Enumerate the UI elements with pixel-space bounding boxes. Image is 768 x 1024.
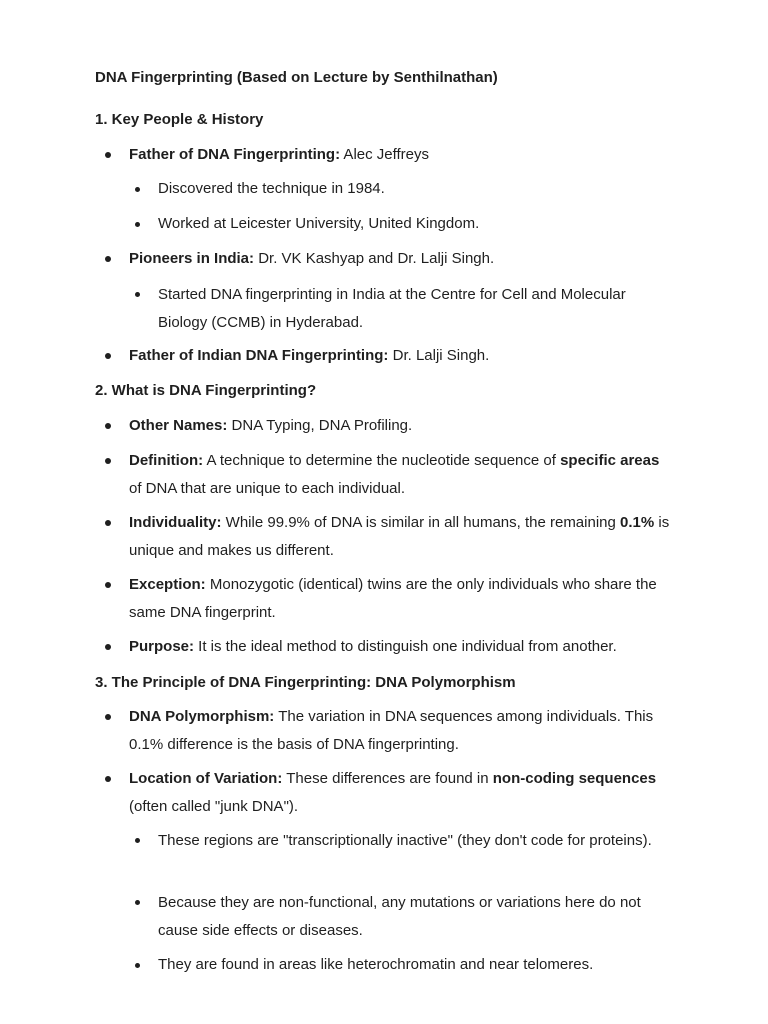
bullet-icon bbox=[105, 520, 111, 526]
list-item-transcription: These regions are "transcriptionally inactive" (they don't code for proteins). bbox=[158, 832, 652, 849]
item-text: Monozygotic (identical) twins are the only individuals who share the same DNA fingerprint. bbox=[129, 576, 657, 621]
item-label: Father of Indian DNA Fingerprinting: bbox=[129, 347, 389, 364]
item-text: of DNA that are unique to each individual. bbox=[129, 480, 406, 497]
item-emphasis: 0.1% bbox=[620, 514, 655, 531]
item-text: A technique to determine the nucleotide sequence of bbox=[203, 452, 561, 469]
item-label: Location of Variation: bbox=[129, 770, 283, 787]
bullet-icon bbox=[135, 963, 140, 968]
section-heading-what-is: 2. What is DNA Fingerprinting? bbox=[95, 382, 317, 399]
item-text: It is the ideal method to distinguish one individual from another. bbox=[194, 638, 617, 655]
list-item-ccmb: Started DNA fingerprinting in India at the Centre for Cell and Molecular Biology (CCMB) in Hyderabad. bbox=[158, 286, 626, 331]
item-label: Purpose: bbox=[129, 638, 195, 655]
bullet-icon bbox=[105, 256, 111, 262]
bullet-icon bbox=[105, 582, 111, 588]
bullet-icon bbox=[105, 714, 111, 720]
section-heading-key-people: 1. Key People & History bbox=[95, 111, 264, 128]
item-label: Other Names: bbox=[129, 417, 228, 434]
item-label: Exception: bbox=[129, 576, 206, 593]
list-item-polymorphism bbox=[129, 703, 674, 759]
bullet-icon bbox=[105, 423, 111, 429]
item-text: Alec Jeffreys bbox=[340, 146, 430, 163]
item-emphasis: specific areas bbox=[560, 452, 660, 469]
list-item-exception bbox=[129, 571, 674, 627]
item-label: DNA Polymorphism: bbox=[129, 708, 275, 725]
list-item-nonfunctional: Because they are non-functional, any mutations or variations here do not cause side effects or diseases. bbox=[158, 894, 641, 939]
item-text: (often called "junk DNA"). bbox=[129, 798, 299, 815]
item-text: is unique and makes us different. bbox=[129, 514, 670, 559]
list-item-father-india bbox=[129, 342, 674, 370]
list-item-other-names bbox=[129, 412, 674, 440]
item-text: The variation in DNA sequences among individuals. This 0.1% difference is the basis of DNA fingerprinting. bbox=[129, 708, 654, 753]
bullet-icon bbox=[135, 900, 140, 905]
bullet-icon bbox=[135, 187, 140, 192]
list-item-individuality bbox=[129, 509, 674, 565]
item-label: Pioneers in India: bbox=[129, 250, 255, 267]
list-item-heterochromatin: They are found in areas like heterochromatin and near telomeres. bbox=[158, 956, 594, 973]
list-item-location bbox=[129, 765, 674, 821]
item-label: Definition: bbox=[129, 452, 204, 469]
bullet-icon bbox=[105, 458, 111, 464]
item-emphasis: non-coding sequences bbox=[492, 770, 657, 787]
bullet-icon bbox=[135, 222, 140, 227]
bullet-icon bbox=[135, 292, 140, 297]
item-text: Dr. Lalji Singh. bbox=[388, 347, 490, 364]
list-item-father bbox=[129, 141, 674, 169]
bullet-icon bbox=[105, 353, 111, 359]
list-item-definition bbox=[129, 447, 674, 503]
item-text: Dr. VK Kashyap and Dr. Lalji Singh. bbox=[254, 250, 495, 267]
item-label: Father of DNA Fingerprinting: bbox=[129, 146, 341, 163]
list-item-purpose bbox=[129, 633, 674, 661]
item-text: While 99.9% of DNA is similar in all humans, the remaining bbox=[221, 514, 621, 531]
section-heading-principle: 3. The Principle of DNA Fingerprinting: DNA Polymorphism bbox=[95, 674, 516, 691]
item-label: Individuality: bbox=[129, 514, 222, 531]
list-item-pioneers bbox=[129, 245, 674, 273]
bullet-icon bbox=[105, 152, 111, 158]
item-text: These differences are found in bbox=[282, 770, 493, 787]
bullet-icon bbox=[105, 644, 111, 650]
document-title: DNA Fingerprinting (Based on Lecture by Senthilnathan) bbox=[95, 69, 498, 86]
item-text: DNA Typing, DNA Profiling. bbox=[227, 417, 413, 434]
bullet-icon bbox=[105, 776, 111, 782]
bullet-icon bbox=[135, 838, 140, 843]
list-item-leicester: Worked at Leicester University, United Kingdom. bbox=[158, 215, 480, 232]
list-item-discovered: Discovered the technique in 1984. bbox=[158, 180, 385, 197]
